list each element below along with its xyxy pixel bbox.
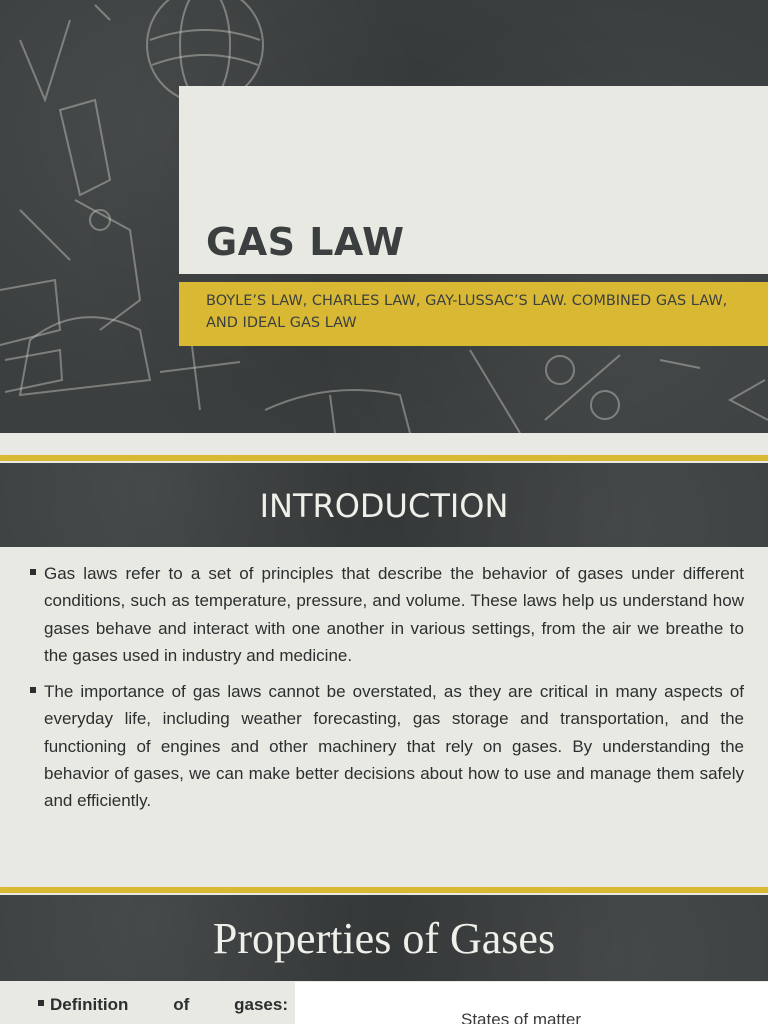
states-figure-label: States of matter [461,1010,581,1024]
top-gold-rule [0,455,768,461]
bullet-item [30,560,744,669]
title-slide [0,0,768,433]
slide-title: GAS LAW [206,220,405,264]
definition-word3: gases: [234,995,288,1014]
properties-header [0,895,768,981]
properties-heading: Properties of Gases [212,914,556,963]
bullet-square-icon [30,569,36,575]
definition-word2: of [173,995,190,1014]
bullet-item [30,678,744,814]
introduction-header [0,463,768,547]
bullet-text: The importance of gas laws cannot be overstated, as they are critical in many aspects of everyday life, including weather forecasting, gas storage and transportation, and the functioning of engines and other machinery that rely on gases. By understanding the behavior of gases, we can make better decisions about how to use and manage them safely and efficiently. [44,682,744,811]
slide-subtitle: BOYLE’S LAW, CHARLES LAW, GAY-LUSSAC’S LAW. COMBINED GAS LAW, AND IDEAL GAS LAW [206,293,728,331]
top-gold-rule [0,887,768,893]
introduction-bullets [30,560,744,824]
introduction-heading: INTRODUCTION [259,487,509,525]
introduction-slide [0,447,768,881]
bullet-square-icon [30,687,36,693]
properties-slide [0,887,768,1024]
bullet-square-icon [38,1000,44,1006]
definition-word1-wrap [38,995,128,1015]
bullet-text: Gas laws refer to a set of principles that describe the behavior of gases under different conditions, such as temperature, pressure, and volume. These laws help us understand how gases behave and interact with one another in various settings, from the air we breathe to the gases used in industry and medicine. [44,564,744,665]
definition-word1: Definition [50,995,129,1014]
definition-bullet [38,995,288,1015]
